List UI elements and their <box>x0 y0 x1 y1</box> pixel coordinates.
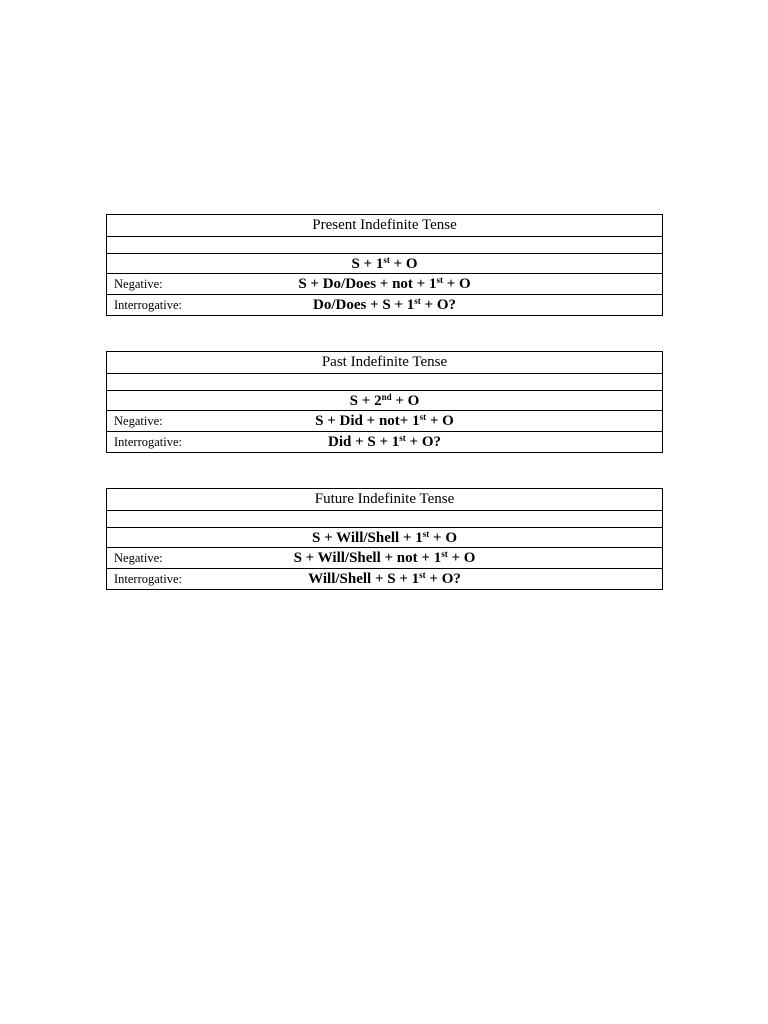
interrogative-row <box>107 568 662 589</box>
formula-text: S + Will/Shell + not + 1 <box>293 550 442 566</box>
ordinal-suffix: st <box>399 433 406 443</box>
interrogative-label: Interrogative: <box>114 298 183 312</box>
negative-label: Negative: <box>114 277 163 291</box>
formula-text: + O <box>393 256 418 272</box>
ordinal-suffix: st <box>419 412 427 422</box>
formula-text: + O <box>446 276 471 292</box>
formula-text: + O <box>451 550 476 566</box>
future-tense-table <box>106 488 663 590</box>
ordinal-suffix: st <box>441 549 448 559</box>
ordinal-suffix: nd <box>381 392 392 402</box>
formula-text: S <box>349 393 359 409</box>
table-title: Future Indefinite Tense <box>314 491 455 507</box>
negative-label: Negative: <box>114 551 163 565</box>
ordinal-suffix: st <box>422 529 430 539</box>
interrogative-row <box>107 294 662 315</box>
blank-row <box>107 510 662 527</box>
blank-row <box>107 236 662 253</box>
ordinal-suffix: st <box>436 275 443 285</box>
past-tense-table <box>106 351 663 453</box>
formula-text: + O <box>429 413 454 429</box>
negative-label: Negative: <box>114 414 163 428</box>
ordinal-suffix: st <box>383 255 390 265</box>
formula-text: + 1 <box>363 256 384 272</box>
interrogative-label: Interrogative: <box>114 572 183 586</box>
blank-row <box>107 373 662 390</box>
formula-text: + O? <box>409 434 441 450</box>
formula-text: S + Did + not+ 1 <box>315 413 420 429</box>
formula-text: S + Do/Does + not + 1 <box>298 276 437 292</box>
ordinal-suffix: st <box>414 296 421 306</box>
formula-text: S <box>351 256 360 272</box>
formula-text: + O? <box>429 571 461 587</box>
interrogative-row <box>107 431 662 452</box>
formula-text: + O <box>395 393 420 409</box>
formula-text: + 2 <box>361 393 382 409</box>
affirmative-formula <box>107 253 662 273</box>
formula-text: S + Will/Shell + 1 <box>312 530 423 546</box>
formula-text: + O? <box>424 297 456 313</box>
negative-row <box>107 410 662 431</box>
formula-text: Did + S + 1 <box>328 434 400 450</box>
present-tense-table <box>106 214 663 316</box>
affirmative-formula <box>107 390 662 410</box>
ordinal-suffix: st <box>419 570 426 580</box>
interrogative-label: Interrogative: <box>114 435 183 449</box>
formula-text: + O <box>433 530 457 546</box>
affirmative-formula <box>107 527 662 547</box>
negative-row <box>107 547 662 568</box>
formula-text: Do/Does + S + 1 <box>313 297 415 313</box>
formula-text: Will/Shell + S + 1 <box>308 571 420 587</box>
table-title: Past Indefinite Tense <box>321 354 448 370</box>
table-title: Present Indefinite Tense <box>312 217 457 233</box>
negative-row <box>107 273 662 294</box>
